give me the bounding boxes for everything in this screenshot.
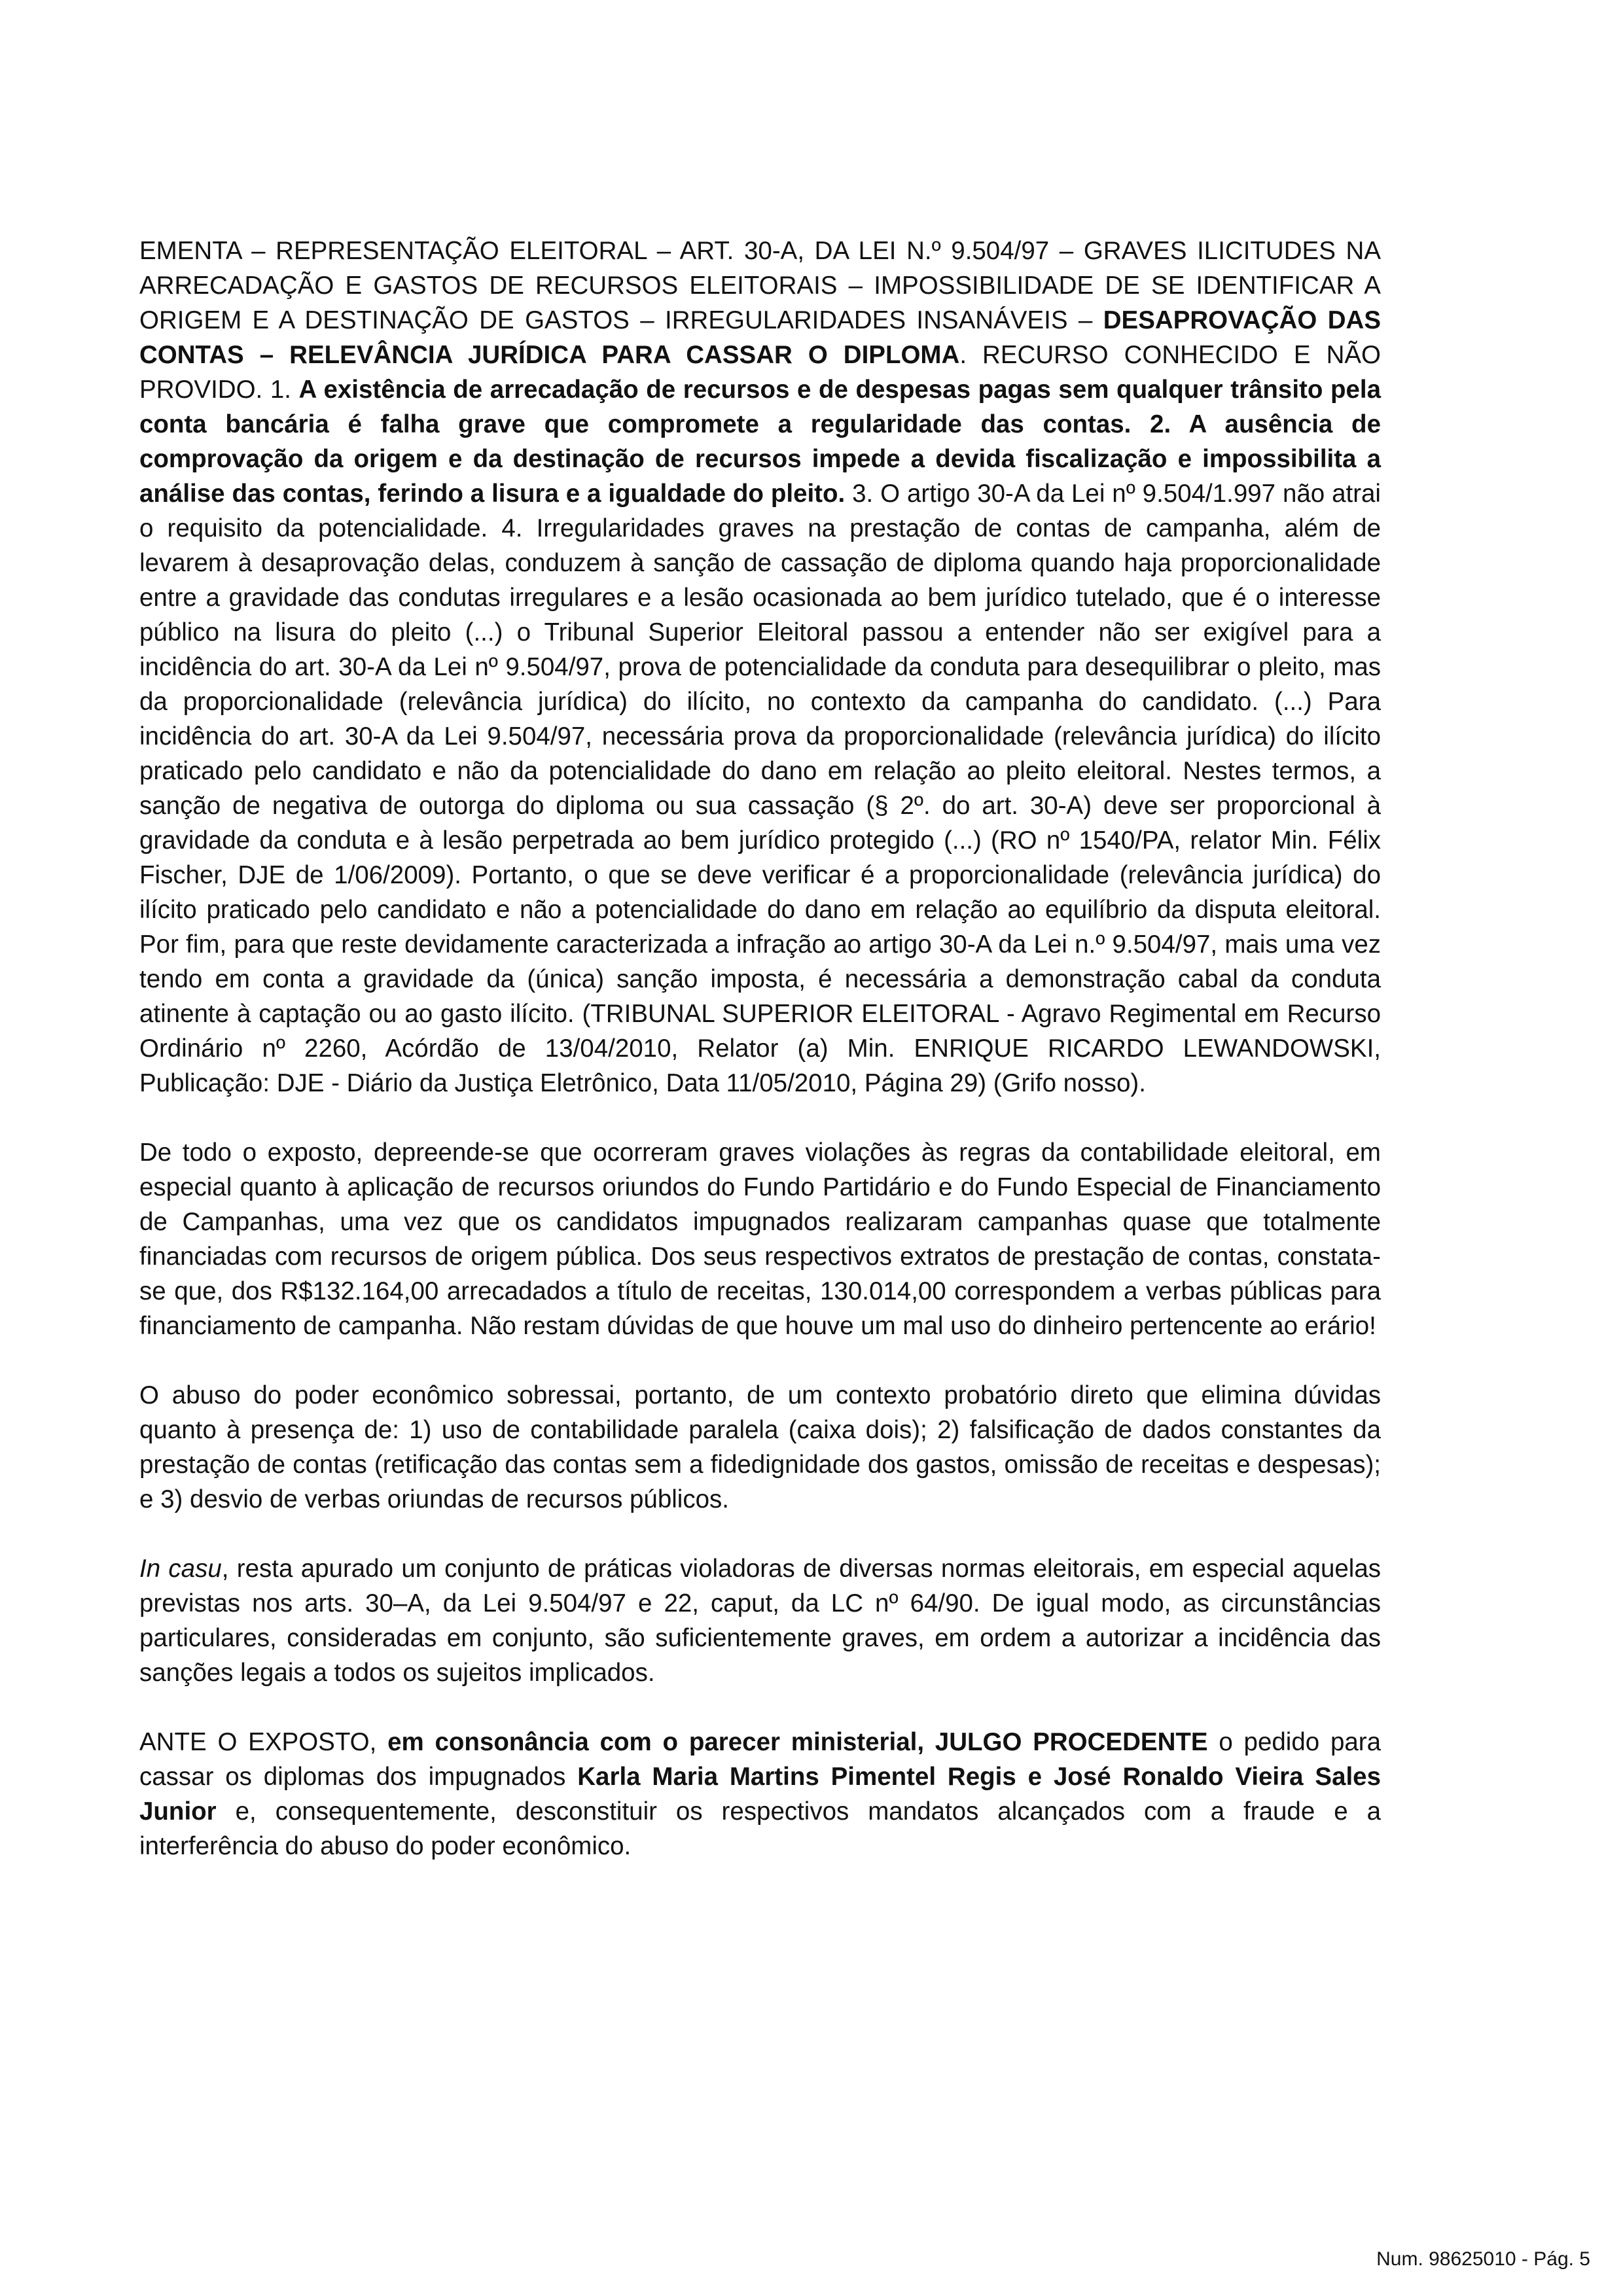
ementa-citation-text: 3. O artigo 30-A da Lei nº 9.504/1.997 não atrai o requisito da potencialidade. 4. Irregularidades graves na prestação de contas de campanha, além de levarem à desaprovação delas, conduzem à sanção de cassação de diploma quando haja proporcionalidade entre a gravidade das condutas irregulares e a lesão ocasionada ao bem jurídico tutelado, que é o interesse público na lisura do pleito (...) o Tribunal Superior Eleitoral passou a entender não ser exigível para a incidência do art. 30-A da Lei nº 9.504/97, prova de potencialidade da conduta para desequilibrar o pleito, mas da proporcionalidade (relevância jurídica) do ilícito, no contexto da campanha do candidato. (...) Para incidência do art. 30-A da Lei 9.504/97, necessária prova da proporcionalidade (relevância jurídica) do ilícito praticado pelo candidato e não da potencialidade do dano em relação ao pleito eleitoral. Nestes termos, a sanção de negativa de outorga do diploma ou sua cassação (§ 2º. do art. 30-A) deve ser proporcional à gravidade da conduta e à lesão perpetrada ao bem jurídico protegido (...) (RO nº 1540/PA, relator Min. Félix Fischer, DJE de 1/06/2009). Portanto, o que se deve verificar é a proporcionalidade (relevância jurídica) do ilícito praticado pelo candidato e não a potencialidade do dano em relação ao equilíbrio da disputa eleitoral. Por fim, para que reste devidamente caracterizada a infração ao artigo 30-A da Lei n.º 9.504/97, mais uma vez tendo em conta a gravidade da (única) sanção imposta, é necessária a demonstração cabal da conduta atinente à captação ou ao gasto ilícito. (TRIBUNAL SUPERIOR ELEITORAL - Agravo Regimental em Recurso Ordinário nº 2260, Acórdão de 13/04/2010, Relator (a) Min. ENRIQUE RICARDO LEWANDOWSKI, Publicação: DJE - Diário da Justiça Eletrônico, Data 11/05/2010, Página 29) (Grifo nosso). [139,480,1381,1097]
ementa-heading-text: EMENTA – REPRESENTAÇÃO ELEITORAL – ART. 30-A, DA LEI N.º 9.504/97 – GRAVES ILICITUDES NA ARRECADAÇÃO E GASTOS DE RECURSOS ELEITORAIS – IMPOSSIBILIDADE DE SE IDENTIFICAR A ORIGEM E A DESTINAÇÃO DE GASTOS – IRREGULARIDADES INSANÁVEIS – [139,237,1381,334]
document-body [139,234,1381,1863]
ementa-bold-findings: A existência de arrecadação de recursos e de despesas pagas sem qualquer trânsito pela conta bancária é falha grave que compromete a regularidade das contas. 2. A ausência de comprovação da origem e da destinação de recursos impede a devida fiscalização e impossibilita a análise das contas, ferindo a lisura e a igualdade do pleito. [139,376,1381,508]
in-casu-italic: In casu [139,1555,222,1583]
in-casu-text: , resta apurado um conjunto de práticas violadoras de diversas normas eleitorais, em especial aquelas previstas nos arts. 30–A, da Lei 9.504/97 e 22, caput, da LC nº 64/90. De igual modo, as circunstâncias particulares, consideradas em conjunto, são suficientemente graves, em ordem a autorizar a incidência das sanções legais a todos os sujeitos implicados. [139,1555,1381,1687]
ementa-bold-heading: DESAPROVAÇÃO DAS CONTAS – RELEVÂNCIA JURÍDICA PARA CASSAR O DIPLOMA [139,306,1382,369]
ementa-result-text: . RECURSO CONHECIDO E NÃO PROVIDO. 1. [139,341,1381,404]
ementa-paragraph [139,234,1381,1101]
verdict-text: o pedido para cassar os diplomas dos impugnados [139,1728,1381,1791]
verdict-closing: e, consequentemente, desconstituir os respectivos mandatos alcançados com a fraude e a interferência do abuso do poder econômico. [139,1797,1381,1860]
abuse-paragraph: O abuso do poder econômico sobressai, portanto, de um contexto probatório direto que elimina dúvidas quanto à presença de: 1) uso de contabilidade paralela (caixa dois); 2) falsificação de dados constantes da prestação de contas (retificação das contas sem a fidedignidade dos gastos, omissão de receitas e despesas); e 3) desvio de verbas oriundas de recursos públicos. [139,1381,1381,1513]
verdict-bold-names: Karla Maria Martins Pimentel Regis e José Ronaldo Vieira Sales Junior [139,1763,1381,1826]
conclusion-paragraph: De todo o exposto, depreende-se que ocorreram graves violações às regras da contabilidade eleitoral, em especial quanto à aplicação de recursos oriundos do Fundo Partidário e do Fundo Especial de Financiamento de Campanhas, uma vez que os candidatos impugnados realizaram campanhas quase que totalmente financiadas com recursos de origem pública. Dos seus respectivos extratos de prestação de contas, constata-se que, dos R$132.164,00 arrecadados a título de receitas, 130.014,00 correspondem a verbas públicas para financiamento de campanha. Não restam dúvidas de que houve um mal uso do dinheiro pertencente ao erário! [139,1139,1381,1340]
verdict-bold-decision: em consonância com o parecer ministerial, JULGO PROCEDENTE [387,1728,1208,1756]
page-footer: Num. 98625010 - Pág. 5 [1376,2248,1590,2270]
in-casu-paragraph [139,1551,1381,1690]
verdict-intro: ANTE O EXPOSTO, [139,1728,388,1756]
verdict-paragraph [139,1725,1381,1863]
